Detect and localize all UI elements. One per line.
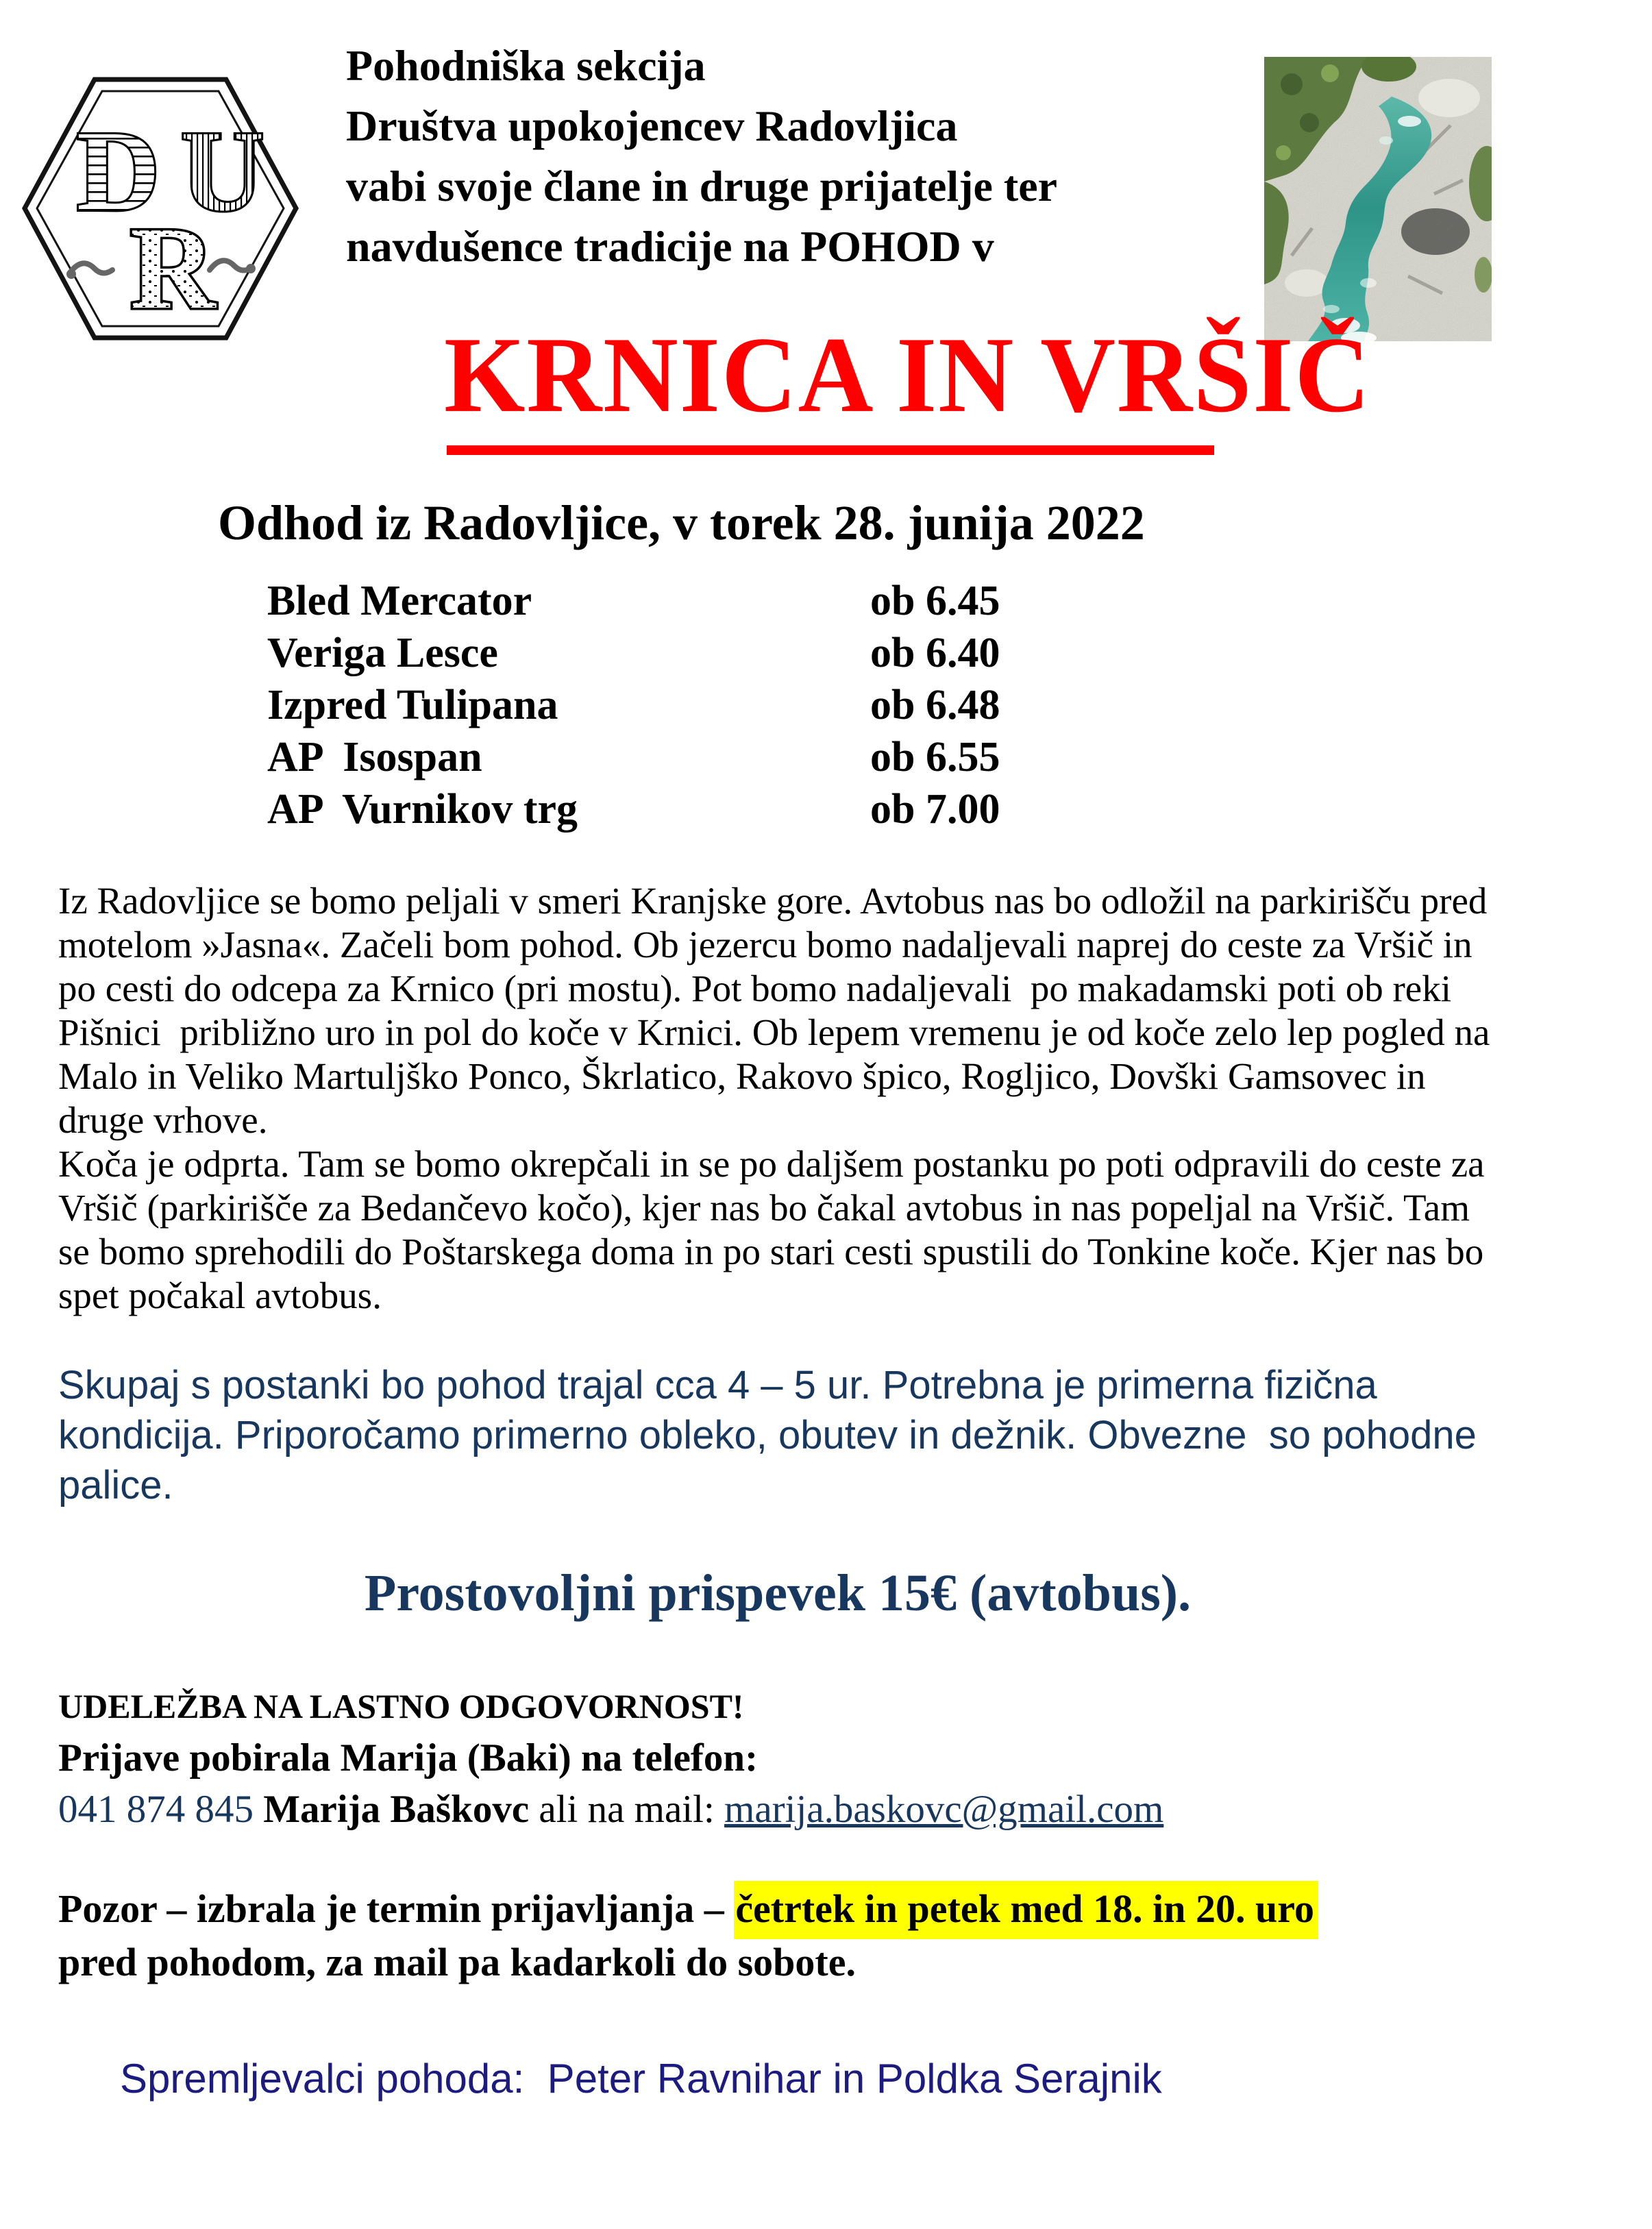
stop-name: Veriga Lesce bbox=[267, 630, 498, 676]
svg-text:U: U bbox=[181, 108, 264, 235]
contribution-line: Prostovoljni prispevek 15€ (avtobus). bbox=[364, 1564, 1192, 1622]
warning-block bbox=[58, 1882, 1497, 1989]
header-line-3: vabi svoje člane in druge prijatelje ter bbox=[346, 162, 1057, 210]
header-line-2: Društva upokojencev Radovljica bbox=[346, 101, 958, 150]
hexagon-logo-icon bbox=[19, 63, 301, 354]
schedule-row bbox=[267, 577, 1062, 629]
stop-time: ob 6.40 bbox=[870, 630, 1000, 676]
header-text bbox=[346, 36, 1264, 277]
river-canyon-photo bbox=[1264, 57, 1492, 341]
contact-line bbox=[58, 1787, 1497, 1832]
schedule-row bbox=[267, 785, 1062, 837]
email-link[interactable]: marija.baskovc@gmail.com bbox=[724, 1788, 1164, 1831]
stop-name: Izpred Tulipana bbox=[267, 682, 558, 728]
schedule-row bbox=[267, 733, 1062, 785]
lower-content bbox=[58, 879, 1500, 2102]
departure-schedule bbox=[267, 577, 1062, 837]
warning-line-2: pred pohodom, za mail pa kadarkoli do sobote. bbox=[58, 1940, 856, 1984]
stop-time: ob 6.55 bbox=[870, 734, 1000, 780]
stop-name: AP Isospan bbox=[267, 734, 482, 780]
schedule-row bbox=[267, 629, 1062, 681]
schedule-row bbox=[267, 681, 1062, 733]
title-underline bbox=[447, 445, 1214, 455]
phone-number: 041 874 845 bbox=[58, 1788, 264, 1831]
contact-name: Marija Baškovc bbox=[263, 1788, 530, 1831]
header-line-1: Pohodniška sekcija bbox=[346, 41, 706, 90]
svg-text:R: R bbox=[130, 204, 216, 334]
warning-prefix: Pozor – izbrala je termin prijavljanja – bbox=[58, 1886, 735, 1931]
advice-paragraph: Skupaj s postanki bo pohod trajal cca 4 – 5 ur. Potrebna je primerna fizična kondicija. Priporočamo primerno obleko, obutev in dežnik. Obvezne so pohodne palice. bbox=[58, 1363, 1488, 1507]
mail-label: ali na mail: bbox=[529, 1788, 725, 1831]
stop-name: AP Vurnikov trg bbox=[267, 786, 578, 833]
disclaimer-line: UDELEŽBA NA LASTNO ODGOVORNOST! bbox=[58, 1687, 744, 1725]
departure-heading: Odhod iz Radovljice, v torek 28. junija 2022 bbox=[218, 495, 1145, 550]
header-line-4: navdušence tradicije na POHOD v bbox=[346, 222, 994, 271]
page-title: KRNICA IN VRŠIČ bbox=[444, 315, 1372, 435]
companions-line: Spremljevalci pohoda: Peter Ravnihar in Poldka Serajnik bbox=[120, 2056, 1162, 2102]
stop-time: ob 7.00 bbox=[870, 786, 1000, 833]
route-paragraph-2: Koča je odprta. Tam se bomo okrepčali in se po daljšem postanku po poti odpravili do ceste za Vršič (parkirišče za Bedančevo kočo), kjer nas bo čakal avtobus in nas popeljal na Vršič. Tam se bomo sprehodili do Poštarskega doma in po stari cesti spustili do Tonkine koče. Kjer nas bo spet počakal avtobus. bbox=[58, 1143, 1494, 1316]
svg-text:D: D bbox=[77, 108, 160, 235]
signup-line: Prijave pobirala Marija (Baki) na telefon: bbox=[58, 1736, 759, 1779]
stop-time: ob 6.48 bbox=[870, 682, 1000, 728]
warning-line-1 bbox=[58, 1882, 1497, 1936]
stop-name: Bled Mercator bbox=[267, 578, 532, 624]
route-paragraph-1: Iz Radovljice se bomo peljali v smeri Kranjske gore. Avtobus nas bo odložil na parkirišču pred motelom »Jasna«. Začeli bom pohod. Ob jezercu bomo nadaljevali naprej do ceste za Vršič in po cesti do odcepa za Krnico (pri mostu). Pot bomo nadaljevali po makadamski poti ob reki Pišnici približno uro in pol do koče v Krnici. Ob lepem vremenu je od koče zelo lep pogled na Malo in Veliko Martuljško Ponco, Škrlatico, Rakovo špico, Rogljico, Dovški Gamsovec in druge vrhove. bbox=[58, 880, 1500, 1141]
stop-time: ob 6.45 bbox=[870, 578, 1000, 624]
river-canyon-illustration bbox=[1264, 57, 1492, 341]
du-radovljica-logo bbox=[19, 63, 301, 354]
highlighted-term: četrtek in petek med 18. in 20. uro bbox=[734, 1881, 1318, 1939]
